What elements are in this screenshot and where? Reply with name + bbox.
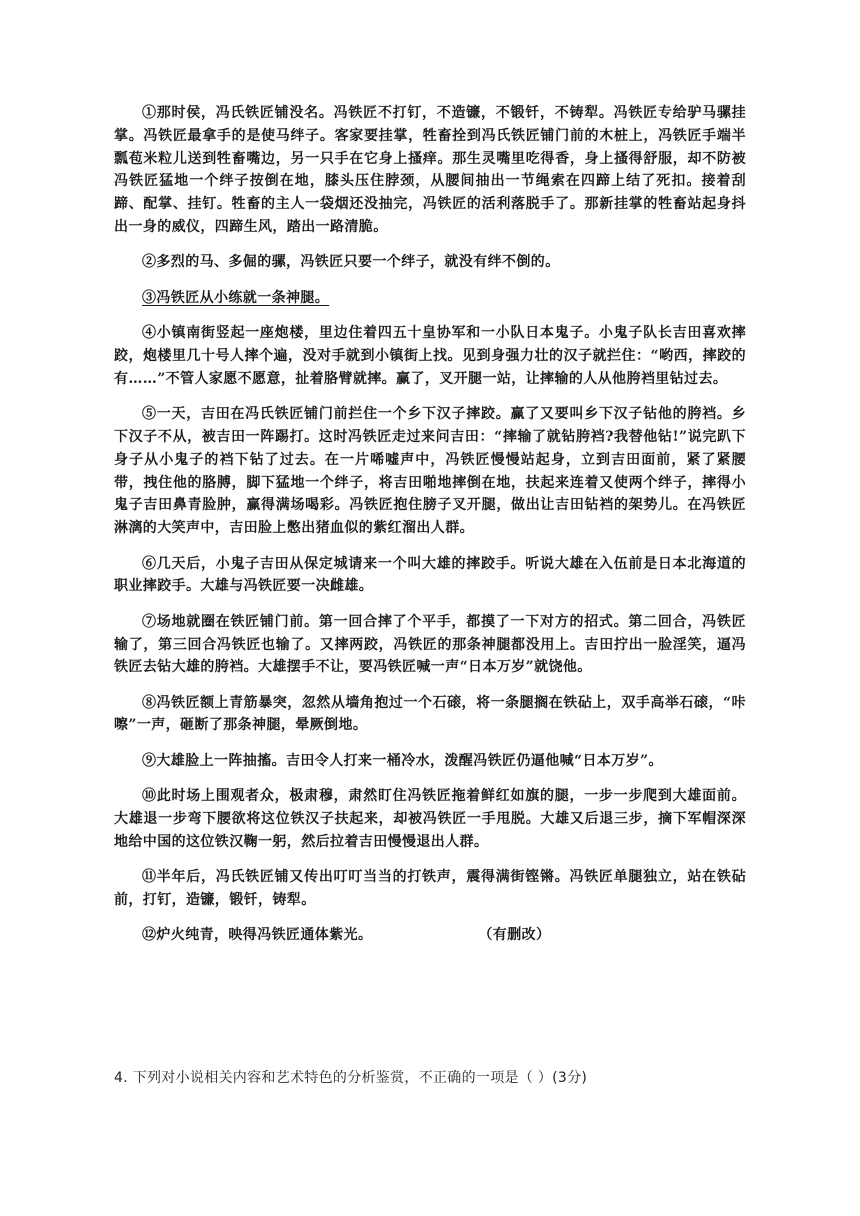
paragraph-3 — [114, 287, 746, 310]
story-text — [114, 102, 746, 947]
paragraph-4: ④小镇南街竖起一座炮楼，里边住着四五十皇协军和一小队日本鬼子。小鬼子队长吉田喜欢摔跤，炮楼里几十号人摔个遍，没对手就到小镇街上找。见到身强力壮的汉子就拦住：“哟西，摔跤的有……”不管人家愿不愿意，扯着胳臂就摔。赢了，叉开腿一站，让摔输的人从他胯裆里钻过去。 — [114, 325, 746, 387]
paragraph-9: ⑨大雄脸上一阵抽搐。吉田令人打来一桶冷水，泼醒冯铁匠仍逼他喊“日本万岁”。 — [142, 752, 663, 769]
paragraph-7: ⑦场地就圈在铁匠铺门前。第一回合摔了个平手，都摸了一下对方的招式。第二回合，冯铁匠输了，第三回合冯铁匠也输了。又摔两跤，冯铁匠的那条神腿都没用上。吉田拧出一脸淫笑，逼冯铁匠去钻大雄的胯裆。大雄摆手不让，要冯铁匠喊一声“日本万岁”就饶他。 — [114, 613, 746, 676]
question-4: 4. 下列对小说相关内容和艺术特色的分析鉴赏，不正确的一项是（ ）(3分) — [114, 1070, 588, 1086]
paragraph-10: ⑩此时场上围观者众，极肃穆，肃然盯住冯铁匠拖着鲜红如旗的腿，一步一步爬到大雄面前。大雄退一步弯下腰欲将这位铁汉子扶起来，却被冯铁匠一手甩脱。大雄又后退三步，摘下军帽深深地给中国的这位铁汉鞠一躬，然后拉着吉田慢慢退出人群。 — [114, 788, 746, 850]
paragraph-11: ⑪半年后，冯氏铁匠铺又传出叮叮当当的打铁声，震得满街铿锵。冯铁匠单腿独立，站在铁砧前，打钉，造镰，锻钎，铸犁。 — [114, 869, 746, 909]
paragraph-3-underlined-text: ③冯铁匠从小练就一条神腿。 — [142, 289, 330, 306]
paragraph-6: ⑥几天后，小鬼子吉田从保定城请来一个叫大雄的摔跤手。听说大雄在入伍前是日本北海道的职业摔跤手。大雄与冯铁匠要一决雌雄。 — [114, 555, 746, 595]
paragraph-5: ⑤一天，吉田在冯氏铁匠铺门前拦住一个乡下汉子摔跤。赢了又要叫乡下汉子钻他的胯裆。乡下汉子不从，被吉田一阵踢打。这时冯铁匠走过来问吉田：“摔输了就钻胯裆?我替他钻!”说完趴下身子从小鬼子的裆下钻了过去。在一片唏嘘声中，冯铁匠慢慢站起身，立到吉田面前，紧了紧腰带，拽住他的胳膊，脚下猛地一个绊子，将吉田啪地摔倒在地，扶起来连着又使两个绊子，摔得小鬼子吉田鼻青脸肿，赢得满场喝彩。冯铁匠抱住膀子叉开腿，做出让吉田钻裆的架势儿。在冯铁匠淋漓的大笑声中，吉田脸上憋出猪血似的紫红溜出人群。 — [114, 406, 746, 537]
paragraph-2: ②多烈的马、多倔的骡，冯铁匠只要一个绊子，就没有绊不倒的。 — [142, 254, 560, 271]
paragraph-1: ①那时侯，冯氏铁匠铺没名。冯铁匠不打钉，不造镰，不锻钎，不铸犁。冯铁匠专给驴马骡挂掌。冯铁匠最拿手的是使马绊子。客家要挂掌，牲畜拴到冯氏铁匠铺门前的木桩上，冯铁匠手端半瓢苞米粒儿送到牲畜嘴边，另一只手在它身上搔痒。那生灵嘴里吃得香，身上搔得舒服，却不防被冯铁匠猛地一个绊子按倒在地，膝头压住脖颈，从腰间抽出一节绳索在四蹄上结了死扣。接着刮蹄、配掌、挂钉。牲畜的主人一袋烟还没抽完，冯铁匠的活利落脱手了。那新挂掌的牲畜站起身抖出一身的威仪，四蹄生风，踏出一路清脆。 — [114, 105, 746, 235]
source-note: （有删改） — [478, 927, 551, 944]
paragraph-12 — [114, 924, 746, 947]
paragraph-8: ⑧冯铁匠额上青筋暴突，忽然从墙角抱过一个石磙，将一条腿搁在铁砧上，双手高举石磙，“咔嚓”一声，砸断了那条神腿，晕厥倒地。 — [114, 694, 746, 734]
paragraph-12-text: ⑫炉火纯青，映得冯铁匠通体紫光。 — [142, 927, 373, 944]
